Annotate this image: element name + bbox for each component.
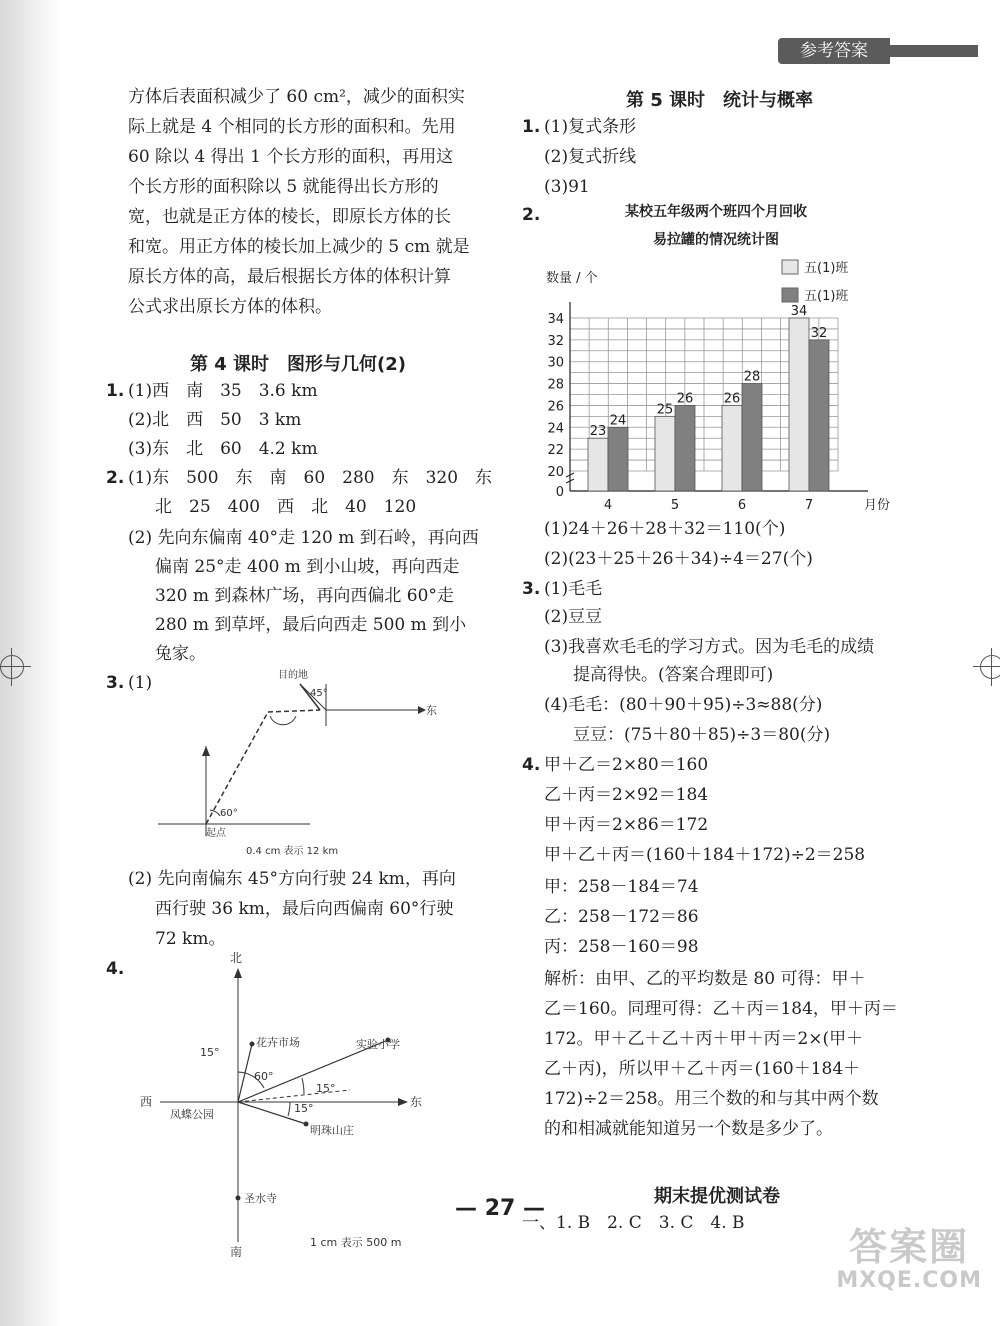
registration-mark-left — [0, 655, 24, 679]
scale-label: 1 cm 表示 500 m — [310, 1236, 402, 1249]
analysis-line: 172。甲＋乙＋乙＋丙＋甲＋丙＝2×(甲＋ — [544, 1029, 864, 1049]
answer-key-bar — [890, 45, 978, 57]
intro-line: 原长方体的高，最后根据长方体的体积计算 — [128, 267, 451, 287]
answer-line: (3)91 — [544, 177, 590, 197]
intro-line: 际上就是 4 个相同的长方形的面积和。先用 — [128, 117, 456, 137]
answer-line: 320 m 到森林广场，再向西偏北 60°走 — [155, 586, 454, 606]
point-marker — [304, 1122, 309, 1127]
south-label: 南 — [230, 1245, 243, 1259]
scale-label: 0.4 cm 表示 12 km — [246, 846, 339, 857]
intro-line: 方体后表面积减少了 60 cm²，减少的面积实 — [128, 87, 465, 107]
bar — [588, 438, 608, 491]
analysis-line: 172)÷2＝258。用三个数的和与其中两个数 — [544, 1089, 879, 1109]
angle-arc — [270, 716, 296, 725]
answer-line: (1) — [128, 673, 153, 693]
y-tick-label: 34 — [547, 312, 564, 327]
answer-line: (2)复式折线 — [544, 147, 637, 167]
bar — [789, 318, 809, 491]
arrow-icon — [234, 968, 242, 978]
route-segment — [268, 710, 320, 712]
intro-line: 60 除以 4 得出 1 个长方形的面积，再用这 — [128, 147, 454, 167]
answer-line: 甲：258－184＝74 — [544, 877, 699, 897]
legend-swatch — [782, 260, 798, 274]
school-label: 实验小学 — [356, 1038, 400, 1051]
answer-line: 乙＋丙＝2×92＝184 — [544, 785, 709, 805]
north-label: 北 — [230, 951, 243, 965]
data-label: 26 — [676, 391, 694, 407]
answer-line: (4)毛毛：(80＋90＋95)÷3≈88(分) — [544, 695, 823, 715]
answer-line: (3)东 北 60 4.2 km — [128, 439, 318, 459]
legend-label: 五(1)班 — [804, 261, 849, 276]
bar-chart — [520, 198, 900, 520]
angle-label: 15° — [316, 1082, 336, 1095]
angle-label: 15° — [294, 1102, 314, 1115]
analysis-line: 乙＝160。同理可得：乙＋丙＝184，甲＋丙＝ — [544, 999, 898, 1019]
analysis-line: 的和相减就能知道另一个数是多少了。 — [544, 1119, 833, 1139]
page-number: — 27 — — [455, 1196, 545, 1221]
watermark-logo — [836, 1225, 982, 1293]
chart-title: 易拉罐的情况统计图 — [653, 232, 779, 248]
intro-line: 个长方形的面积除以 5 就能得出长方形的 — [128, 177, 439, 197]
bar — [675, 405, 695, 491]
watermark-url: MXQE.COM — [836, 1268, 982, 1293]
y-tick-label: 28 — [547, 377, 564, 393]
answer-line: 甲＋乙＋丙＝(160＋184＋172)÷2＝258 — [544, 845, 866, 865]
angle-arc — [302, 1078, 304, 1094]
question-number: 2. — [106, 468, 125, 488]
destination-label: 目的地 — [278, 670, 308, 681]
data-label: 23 — [589, 424, 607, 440]
bar — [742, 384, 762, 491]
answer-line: (1)东 500 东 南 60 280 东 320 东 — [128, 468, 493, 488]
section-title-lesson4: 第 4 课时 图形与几何(2) — [190, 354, 407, 375]
final-test-answers: 一、1. B 2. C 3. C 4. B — [522, 1213, 745, 1233]
angle-arc — [288, 1102, 290, 1116]
question-number: 3. — [106, 673, 125, 693]
answer-line: 280 m 到草坪，最后向西走 500 m 到小 — [155, 615, 467, 635]
y-tick-label: 24 — [547, 421, 564, 437]
question-number: 4. — [522, 755, 541, 775]
answer-key-label: 参考答案 — [778, 38, 890, 64]
data-label: 25 — [656, 402, 674, 418]
answer-line: 甲＋丙＝2×86＝172 — [544, 815, 709, 835]
answer-line: 偏南 25°走 400 m 到小山坡，再向西走 — [155, 557, 460, 577]
data-label: 24 — [609, 413, 627, 429]
arrow-icon — [202, 746, 210, 756]
start-label: 起点 — [206, 828, 226, 839]
y-tick-label: 32 — [547, 333, 564, 349]
angle-label: 15° — [200, 1046, 220, 1059]
answer-line: (1)西 南 35 3.6 km — [128, 381, 318, 401]
intro-line: 公式求出原长方体的体积。 — [128, 297, 332, 317]
question-number: 3. — [522, 579, 541, 599]
answer-line: 丙：258－160＝98 — [544, 937, 699, 957]
y-tick-label: 0 — [555, 485, 564, 500]
answer-line: 西行驶 36 km，最后向西偏南 60°行驶 — [155, 899, 454, 919]
answer-line: (2)豆豆 — [544, 607, 603, 627]
answer-line: 提高得快。(答案合理即可) — [573, 665, 774, 685]
data-label: 28 — [743, 369, 761, 385]
x-axis-label: 月份 — [864, 498, 891, 513]
question-number: 2. — [522, 205, 541, 225]
watermark-text: 答案圈 — [849, 1225, 970, 1269]
answer-line: (3)我喜欢毛毛的学习方式。因为毛毛的成绩 — [544, 637, 875, 657]
bar — [608, 427, 628, 491]
data-label: 32 — [810, 325, 828, 341]
village-label: 明珠山庄 — [310, 1124, 354, 1137]
answer-line: (2) 先向东偏南 40°走 120 m 到石岭，再向西 — [128, 528, 479, 548]
answer-line: (2) 先向南偏东 45°方向行驶 24 km，再向 — [128, 869, 456, 889]
answer-key-tab — [778, 38, 978, 64]
arrow-icon — [418, 706, 426, 714]
answer-line: 乙：258－172＝86 — [544, 907, 699, 927]
route-diagram-q3 — [150, 664, 450, 864]
x-tick-label: 4 — [603, 498, 613, 513]
temple-label: 圣水寺 — [244, 1192, 277, 1205]
legend-label: 五(1)班 — [804, 289, 849, 304]
point-marker — [250, 1042, 255, 1047]
registration-mark-right — [980, 655, 1000, 679]
center-label: 凤蝶公园 — [170, 1108, 214, 1121]
answer-line: (1)24＋26＋28＋32＝110(个) — [544, 519, 786, 539]
answer-line: (1)毛毛 — [544, 579, 603, 599]
x-tick-label: 5 — [670, 498, 680, 513]
data-label: 26 — [723, 391, 741, 407]
answer-line: 兔家。 — [155, 644, 206, 664]
answer-line: (2)北 西 50 3 km — [128, 410, 302, 430]
angle-label: 60° — [220, 808, 238, 819]
analysis-line: 乙＋丙)，所以甲＋乙＋丙＝(160＋184＋ — [544, 1059, 861, 1079]
x-tick-label: 6 — [737, 498, 747, 513]
section-title-lesson5: 第 5 课时 统计与概率 — [626, 90, 814, 111]
y-tick-label: 30 — [547, 355, 564, 371]
question-number: 1. — [106, 381, 125, 401]
east-label: 东 — [410, 1095, 423, 1109]
y-tick-label: 22 — [547, 443, 564, 459]
chart-title: 某校五年级两个班四个月回收 — [625, 204, 807, 220]
intro-line: 宽，也就是正方体的棱长，即原长方体的长 — [128, 207, 451, 227]
answer-line: (2)(23＋25＋26＋34)÷4＝27(个) — [544, 549, 813, 569]
flower-market-label: 花卉市场 — [256, 1036, 300, 1049]
final-test-title: 期末提优测试卷 — [654, 1186, 780, 1207]
bar — [809, 340, 829, 491]
x-tick-label: 7 — [804, 498, 814, 513]
arrow-icon — [398, 1098, 408, 1106]
analysis-line: 解析：由甲、乙的平均数是 80 可得：甲＋ — [544, 969, 866, 989]
bar — [655, 416, 675, 491]
answer-line: (1)复式条形 — [544, 117, 637, 137]
answer-line: 豆豆：(75＋80＋85)÷3＝80(分) — [573, 725, 831, 745]
west-label: 西 — [140, 1095, 153, 1109]
bar — [722, 405, 742, 491]
question-number: 1. — [522, 117, 541, 137]
angle-label: 60° — [254, 1070, 274, 1083]
data-label: 34 — [790, 304, 808, 319]
angle-label: 45° — [310, 688, 328, 699]
answer-line: 北 25 400 西 北 40 120 — [155, 497, 417, 517]
answer-line: 甲＋乙＝2×80＝160 — [544, 755, 709, 775]
y-axis-label: 数量 / 个 — [546, 271, 598, 286]
y-tick-label: 20 — [547, 465, 564, 480]
answer-line: 72 km。 — [155, 929, 226, 949]
east-label: 东 — [426, 704, 437, 717]
question-number: 4. — [106, 959, 125, 979]
y-tick-label: 26 — [547, 399, 564, 415]
intro-line: 和宽。用正方体的棱长加上减少的 5 cm 就是 — [128, 237, 470, 257]
legend-swatch — [782, 288, 798, 302]
